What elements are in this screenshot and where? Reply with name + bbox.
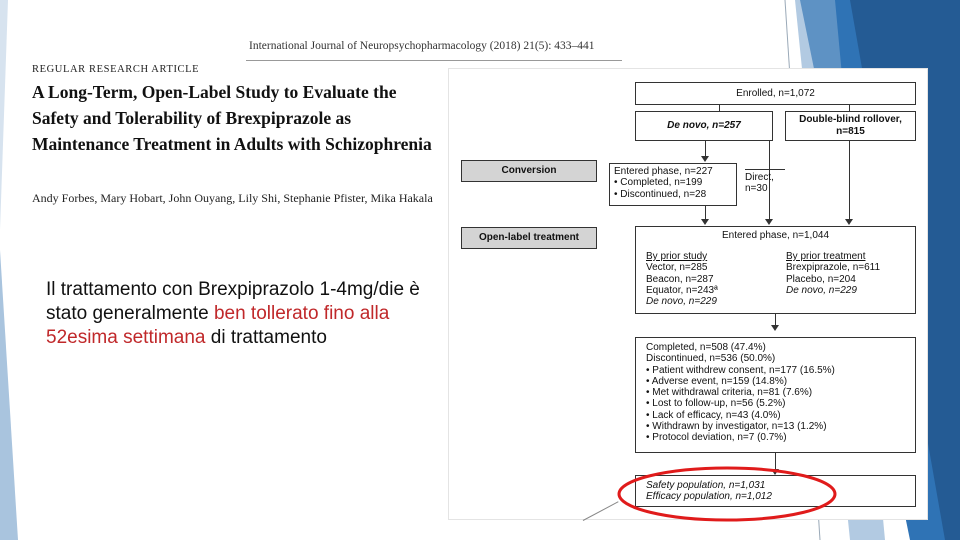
outcome-line: • Adverse event, n=159 (14.8%)	[646, 375, 788, 387]
prior-study-item: Equator, n=243ª	[646, 284, 718, 296]
conversion-line: • Completed, n=199	[614, 177, 703, 189]
highlight-circle	[617, 463, 843, 525]
arrow-icon	[701, 219, 709, 225]
outcome-line: • Withdrawn by investigator, n=13 (1.2%)	[646, 421, 827, 433]
outcome-line: • Lost to follow-up, n=56 (5.2%)	[646, 398, 786, 410]
prior-treatment-item: Placebo, n=204	[786, 273, 856, 285]
de-novo-box: De novo, n=257	[635, 111, 773, 141]
prior-study-item: Vector, n=285	[646, 262, 708, 274]
arrow-icon	[771, 325, 779, 331]
summary-highlight: ben tollerato fino alla 52esima settimana	[46, 303, 390, 348]
arrow-icon	[845, 219, 853, 225]
outcome-line: • Protocol deviation, n=7 (0.7%)	[646, 432, 787, 444]
conversion-box	[609, 163, 737, 206]
prior-treatment-item: De novo, n=229	[786, 284, 857, 296]
article-kind: REGULAR RESEARCH ARTICLE	[32, 64, 200, 75]
outcome-line: • Patient withdrew consent, n=177 (16.5%)	[646, 364, 835, 376]
efficacy-population: Efficacy population, n=1,012	[646, 491, 772, 502]
connector	[705, 141, 706, 157]
journal-rule	[246, 60, 622, 61]
open-label-entered: Entered phase, n=1,044	[721, 230, 830, 241]
prior-treatment-item: Brexpiprazole, n=611	[786, 262, 881, 274]
arrow-icon	[765, 219, 773, 225]
safety-population: Safety population, n=1,031	[646, 480, 766, 491]
journal-citation: International Journal of Neuropsychopharmacology (2018) 21(5): 433–441	[249, 40, 595, 52]
prior-treatment-list	[786, 251, 880, 296]
open-label-box	[635, 226, 916, 314]
prior-study-list	[646, 251, 718, 307]
summary-text	[46, 278, 446, 350]
summary-part-1: Il trattamento con Brexpiprazolo 1-4mg/die è stato generalmente	[46, 279, 420, 324]
article-authors: Andy Forbes, Mary Hobart, John Ouyang, Lily Shi, Stephanie Pfister, Mika Hakala	[32, 191, 433, 205]
conversion-label: Conversion	[461, 160, 597, 182]
conversion-line: • Discontinued, n=28	[614, 188, 707, 200]
prior-treatment-title: By prior treatment	[786, 251, 866, 262]
left-decorative-accent	[0, 0, 22, 540]
connector	[745, 169, 785, 170]
outcome-line: Discontinued, n=536 (50.0%)	[646, 353, 776, 365]
outcome-line: • Met withdrawal criteria, n=81 (7.6%)	[646, 387, 813, 399]
prior-study-title: By prior study	[646, 251, 708, 262]
double-blind-box: Double-blind rollover, n=815	[785, 111, 916, 141]
outcome-line: • Lack of efficacy, n=43 (4.0%)	[646, 409, 781, 421]
article-title: A Long-Term, Open-Label Study to Evaluate the Safety and Tolerability of Brexpiprazole as Maintenance Treatment in Adults with Schizophrenia	[32, 82, 432, 154]
patient-flowchart	[448, 68, 928, 520]
enrolled-box: Enrolled, n=1,072	[635, 82, 916, 105]
connector	[705, 206, 706, 219]
arrow-icon	[701, 156, 709, 162]
prior-study-item: De novo, n=229	[646, 296, 717, 308]
connector	[849, 141, 850, 219]
open-label-treatment-label: Open-label treatment	[461, 227, 597, 249]
outcome-box	[635, 337, 916, 453]
summary-part-3: di trattamento	[205, 327, 327, 348]
direct-label: Direct, n=30	[745, 172, 774, 194]
conversion-line: Entered phase, n=227	[614, 166, 713, 177]
prior-study-item: Beacon, n=287	[646, 273, 714, 285]
outcome-line: Completed, n=508 (47.4%)	[646, 342, 766, 353]
